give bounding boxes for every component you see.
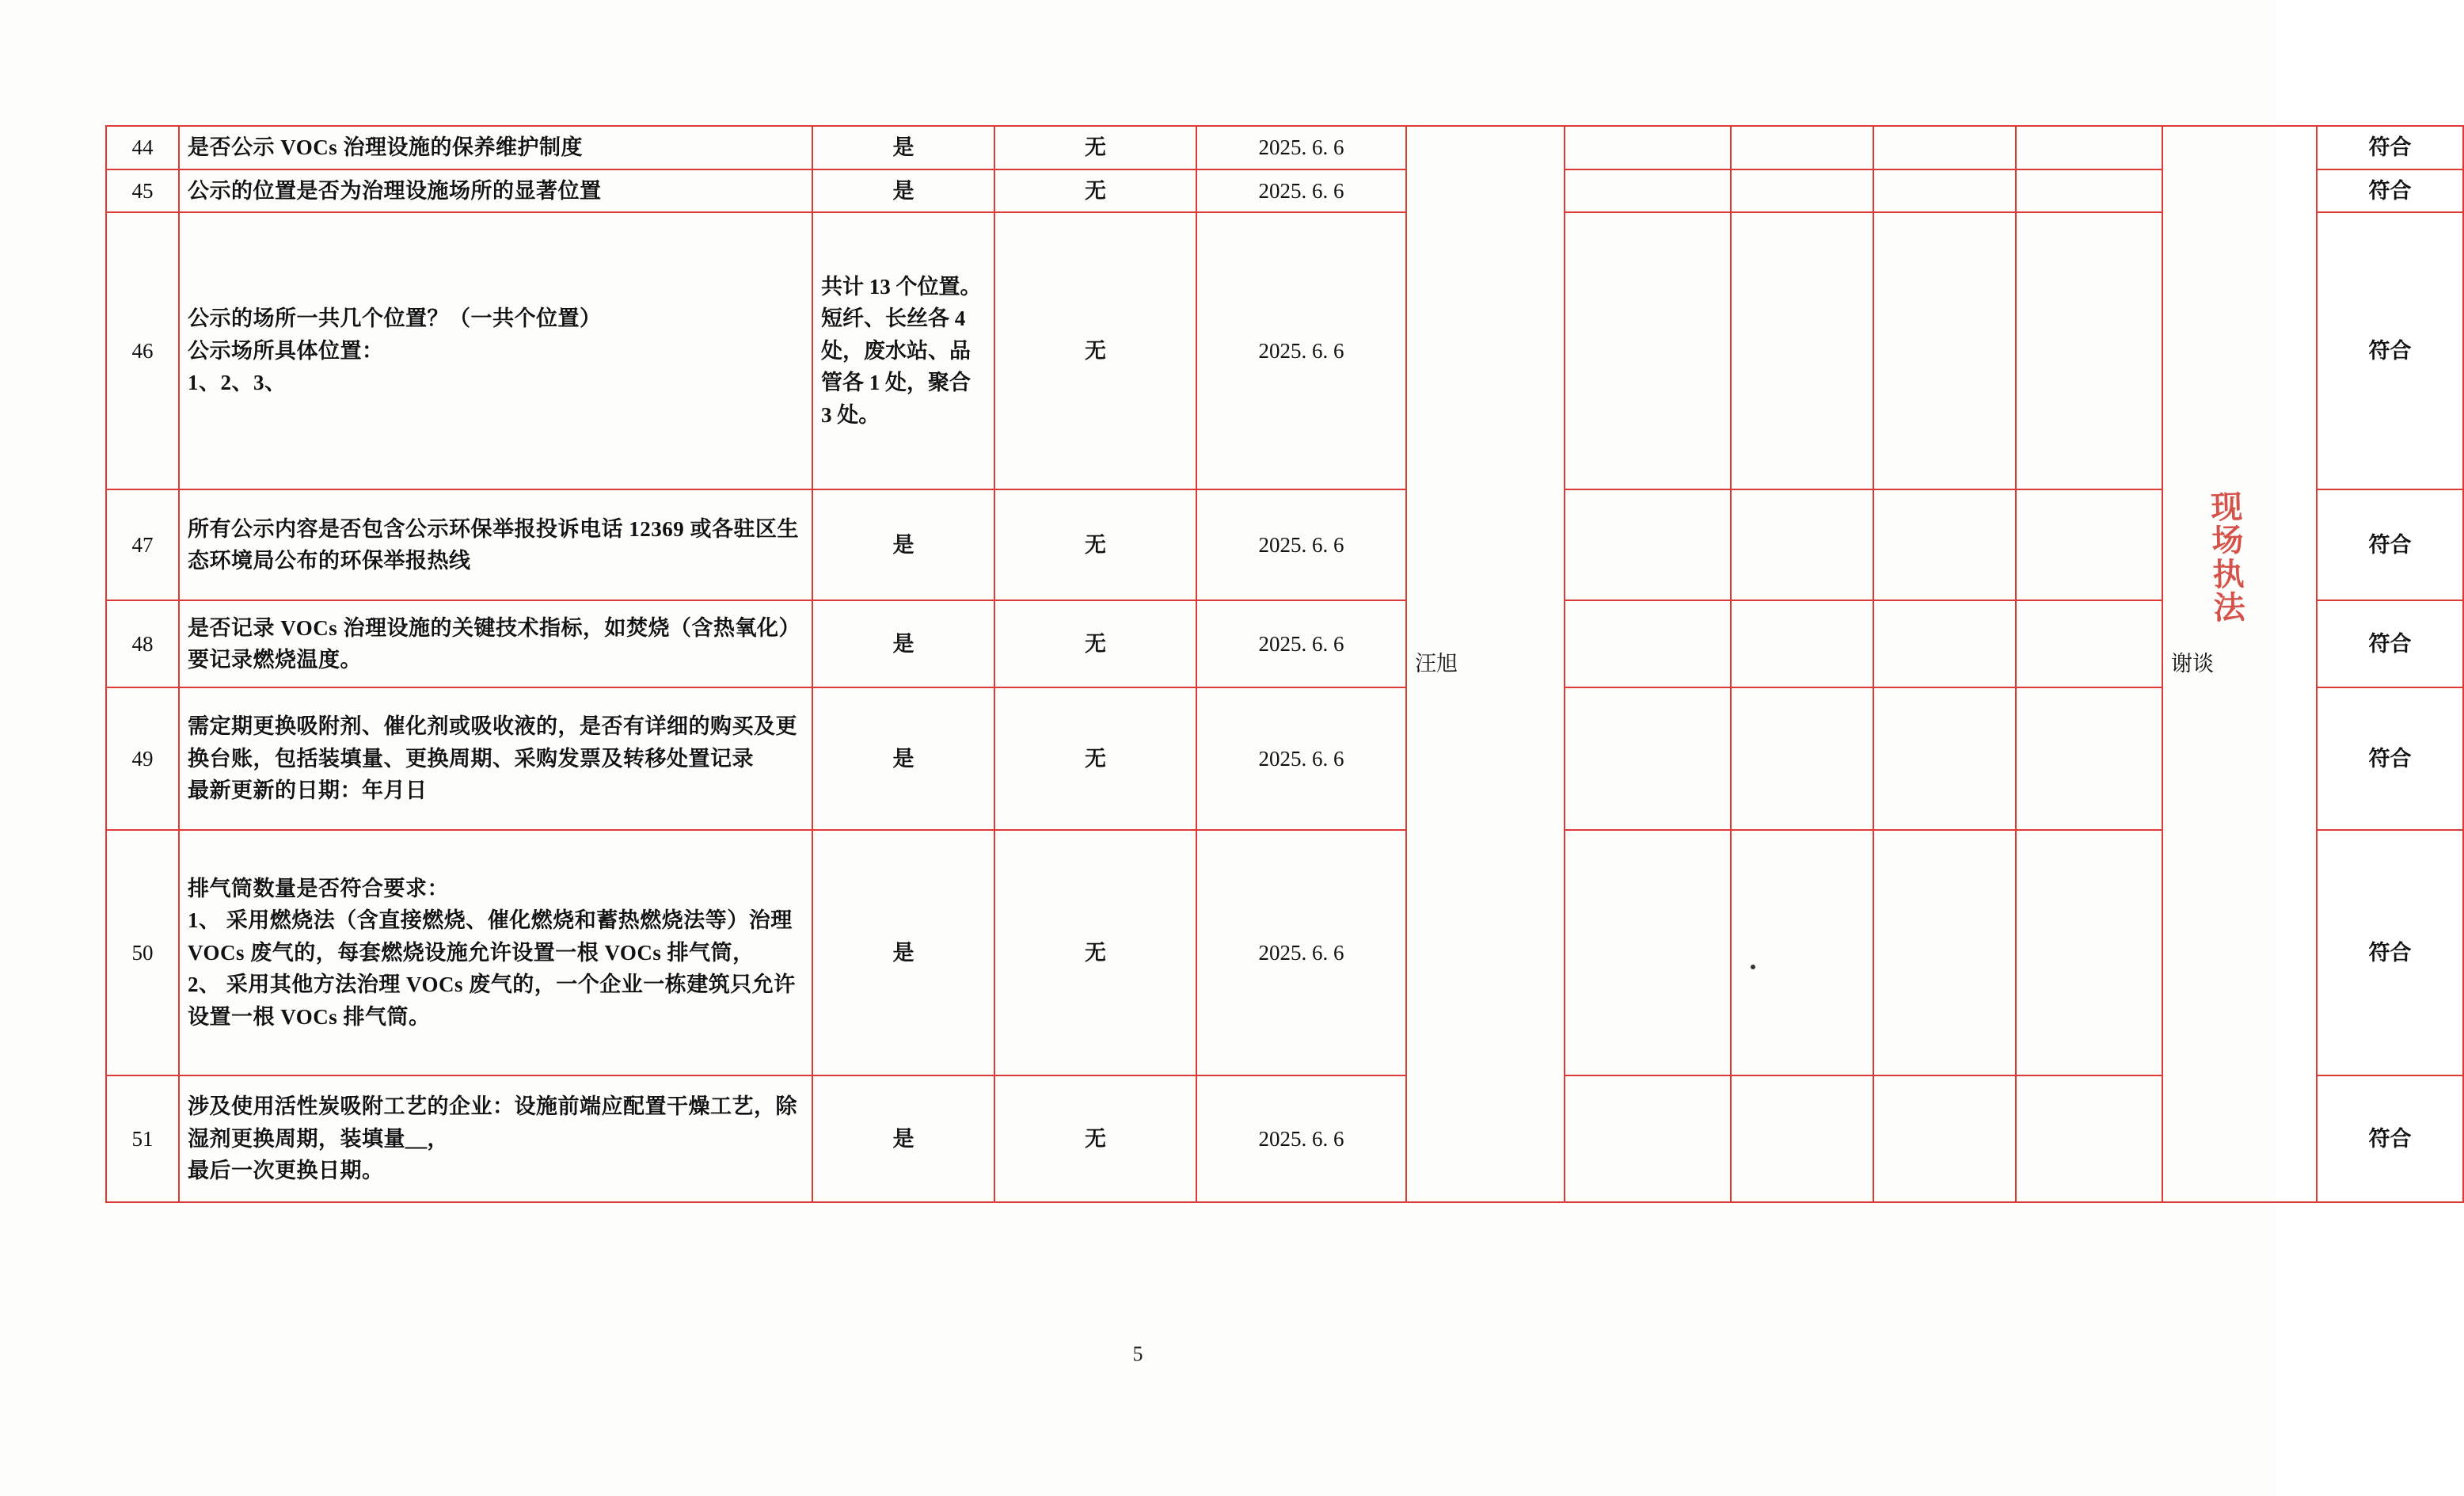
blank-cell-e — [2016, 126, 2162, 169]
blank-cell-b — [1565, 169, 1731, 213]
blank-cell-c — [1731, 212, 1873, 489]
blank-cell-e — [2016, 600, 2162, 687]
inspector-name-cell — [1406, 126, 1565, 1202]
row-date: 2025. 6. 6 — [1196, 126, 1406, 169]
stamp-char: 法 — [2213, 589, 2248, 626]
row-item-line: 最新更新的日期：年月日 — [188, 778, 428, 803]
row-answer-yes: 是 — [812, 169, 994, 213]
row-answer-yes: 是 — [812, 600, 994, 687]
blank-cell-d — [1873, 126, 2016, 169]
row-number: 51 — [106, 1075, 179, 1202]
row-answer-no: 无 — [994, 600, 1196, 687]
blank-cell-b — [1565, 830, 1731, 1075]
row-item-text: 公示的位置是否为治理设施场所的显著位置 — [179, 169, 812, 213]
blank-cell-c — [1731, 126, 1873, 169]
blank-cell-d — [1873, 687, 2016, 830]
table-row — [106, 489, 2463, 600]
blank-cell-c — [1731, 687, 1873, 830]
row-answer-no: 无 — [994, 830, 1196, 1075]
row-result: 符合 — [2317, 600, 2463, 687]
inspector-name: 汪旭 — [1415, 652, 1458, 676]
row-date: 2025. 6. 6 — [1196, 169, 1406, 213]
row-answer-yes: 是 — [812, 126, 994, 169]
row-item-line: 最后一次更换日期。 — [188, 1159, 384, 1183]
row-item-list-entry — [188, 904, 804, 969]
row-answer-yes: 是 — [812, 830, 994, 1075]
blank-cell-c — [1731, 169, 1873, 213]
row-number: 45 — [106, 169, 179, 213]
row-answer-no: 无 — [994, 126, 1196, 169]
blank-cell-d — [1873, 830, 2016, 1075]
row-item-text — [179, 830, 812, 1075]
inspection-table — [105, 125, 2464, 1203]
blank-cell-b — [1565, 687, 1731, 830]
stamp-char: 执 — [2211, 556, 2247, 593]
row-item-line: 公示场所具体位置： — [188, 338, 384, 363]
row-item-text — [179, 212, 812, 489]
blank-cell-e — [2016, 830, 2162, 1075]
row-item-text — [179, 687, 812, 830]
row-result: 符合 — [2317, 212, 2463, 489]
blank-cell-b — [1565, 600, 1731, 687]
table-row — [106, 830, 2463, 1075]
inspection-table-wrapper — [105, 125, 2412, 1203]
row-answer-yes: 是 — [812, 687, 994, 830]
row-item-line: 需定期更换吸附剂、催化剂或吸收液的，是否有详细的购买及更换台账，包括装填量、更换周期、采购发票及转移处置记录 — [188, 714, 797, 771]
blank-cell-e — [2016, 169, 2162, 213]
table-row — [106, 212, 2463, 489]
table-row — [106, 126, 2463, 169]
blank-cell-e — [2016, 687, 2162, 830]
row-item-line: 1、 采用燃烧法（含直接燃烧、催化燃烧和蓄热燃烧法等）治理 VOCs 废气的，每套燃烧设施允许设置一根 VOCs 排气筒， — [188, 908, 793, 965]
row-item-text: 是否记录 VOCs 治理设施的关键技术指标，如焚烧（含热氧化）要记录燃烧温度。 — [179, 600, 812, 687]
table-row — [106, 169, 2463, 213]
blank-cell-d — [1873, 600, 2016, 687]
blank-cell-c — [1731, 830, 1873, 1075]
row-result: 符合 — [2317, 489, 2463, 600]
blank-cell-c — [1731, 600, 1873, 687]
row-result: 符合 — [2317, 687, 2463, 830]
row-answer-no: 无 — [994, 169, 1196, 213]
row-answer-yes: 是 — [812, 1075, 994, 1202]
row-number: 49 — [106, 687, 179, 830]
row-number: 44 — [106, 126, 179, 169]
row-item-title: 排气筒数量是否符合要求： — [188, 876, 449, 900]
row-answer-no: 无 — [994, 687, 1196, 830]
blank-cell-d — [1873, 212, 2016, 489]
row-item-line: 1、2、3、 — [188, 371, 287, 395]
row-number: 46 — [106, 212, 179, 489]
row-item-text — [179, 1075, 812, 1202]
row-date: 2025. 6. 6 — [1196, 687, 1406, 830]
blank-cell-b — [1565, 212, 1731, 489]
row-date: 2025. 6. 6 — [1196, 600, 1406, 687]
signature-name: 谢谈 — [2171, 652, 2214, 676]
ink-mark — [1751, 965, 1755, 969]
row-number: 48 — [106, 600, 179, 687]
blank-cell-d — [1873, 489, 2016, 600]
row-item-text: 是否公示 VOCs 治理设施的保养维护制度 — [179, 126, 812, 169]
blank-cell-d — [1873, 169, 2016, 213]
row-answer-yes: 共计 13 个位置。短纤、长丝各 4 处，废水站、品管各 1 处，聚合 3 处。 — [812, 212, 994, 489]
blank-cell-e — [2016, 212, 2162, 489]
row-result: 符合 — [2317, 1075, 2463, 1202]
row-item-text: 所有公示内容是否包含公示环保举报投诉电话 12369 或各驻区生态环境局公布的环保举报热线 — [179, 489, 812, 600]
row-number: 50 — [106, 830, 179, 1075]
blank-cell-c — [1731, 489, 1873, 600]
row-date: 2025. 6. 6 — [1196, 212, 1406, 489]
row-answer-no: 无 — [994, 212, 1196, 489]
row-answer-no: 无 — [994, 489, 1196, 600]
blank-cell-d — [1873, 1075, 2016, 1202]
red-stamp — [2203, 490, 2255, 626]
table-row — [106, 687, 2463, 830]
row-item-line: 公示的场所一共几个位置？（一共个位置） — [188, 306, 602, 331]
row-result: 符合 — [2317, 169, 2463, 213]
row-answer-yes: 是 — [812, 489, 994, 600]
table-row — [106, 600, 2463, 687]
blank-cell-e — [2016, 489, 2162, 600]
row-date: 2025. 6. 6 — [1196, 830, 1406, 1075]
table-row — [106, 1075, 2463, 1202]
blank-cell-b — [1565, 1075, 1731, 1202]
blank-cell-b — [1565, 489, 1731, 600]
row-item-list-entry — [188, 969, 804, 1033]
page-number: 5 — [1132, 1342, 1143, 1365]
signature-name-cell — [2162, 126, 2317, 1202]
stamp-char: 现 — [2210, 489, 2245, 526]
row-date: 2025. 6. 6 — [1196, 489, 1406, 600]
blank-cell-e — [2016, 1075, 2162, 1202]
row-number: 47 — [106, 489, 179, 600]
row-result: 符合 — [2317, 830, 2463, 1075]
stamp-char: 场 — [2211, 522, 2246, 559]
row-answer-no: 无 — [994, 1075, 1196, 1202]
row-item-line: 涉及使用活性炭吸附工艺的企业：设施前端应配置干燥工艺，除湿剂更换周期，装填量＿， — [188, 1094, 797, 1151]
row-date: 2025. 6. 6 — [1196, 1075, 1406, 1202]
blank-cell-c — [1731, 1075, 1873, 1202]
row-item-line: 2、 采用其他方法治理 VOCs 废气的，一个企业一栋建筑只允许设置一根 VOCs 排气筒。 — [188, 973, 796, 1029]
row-result: 符合 — [2317, 126, 2463, 169]
blank-cell-b — [1565, 126, 1731, 169]
